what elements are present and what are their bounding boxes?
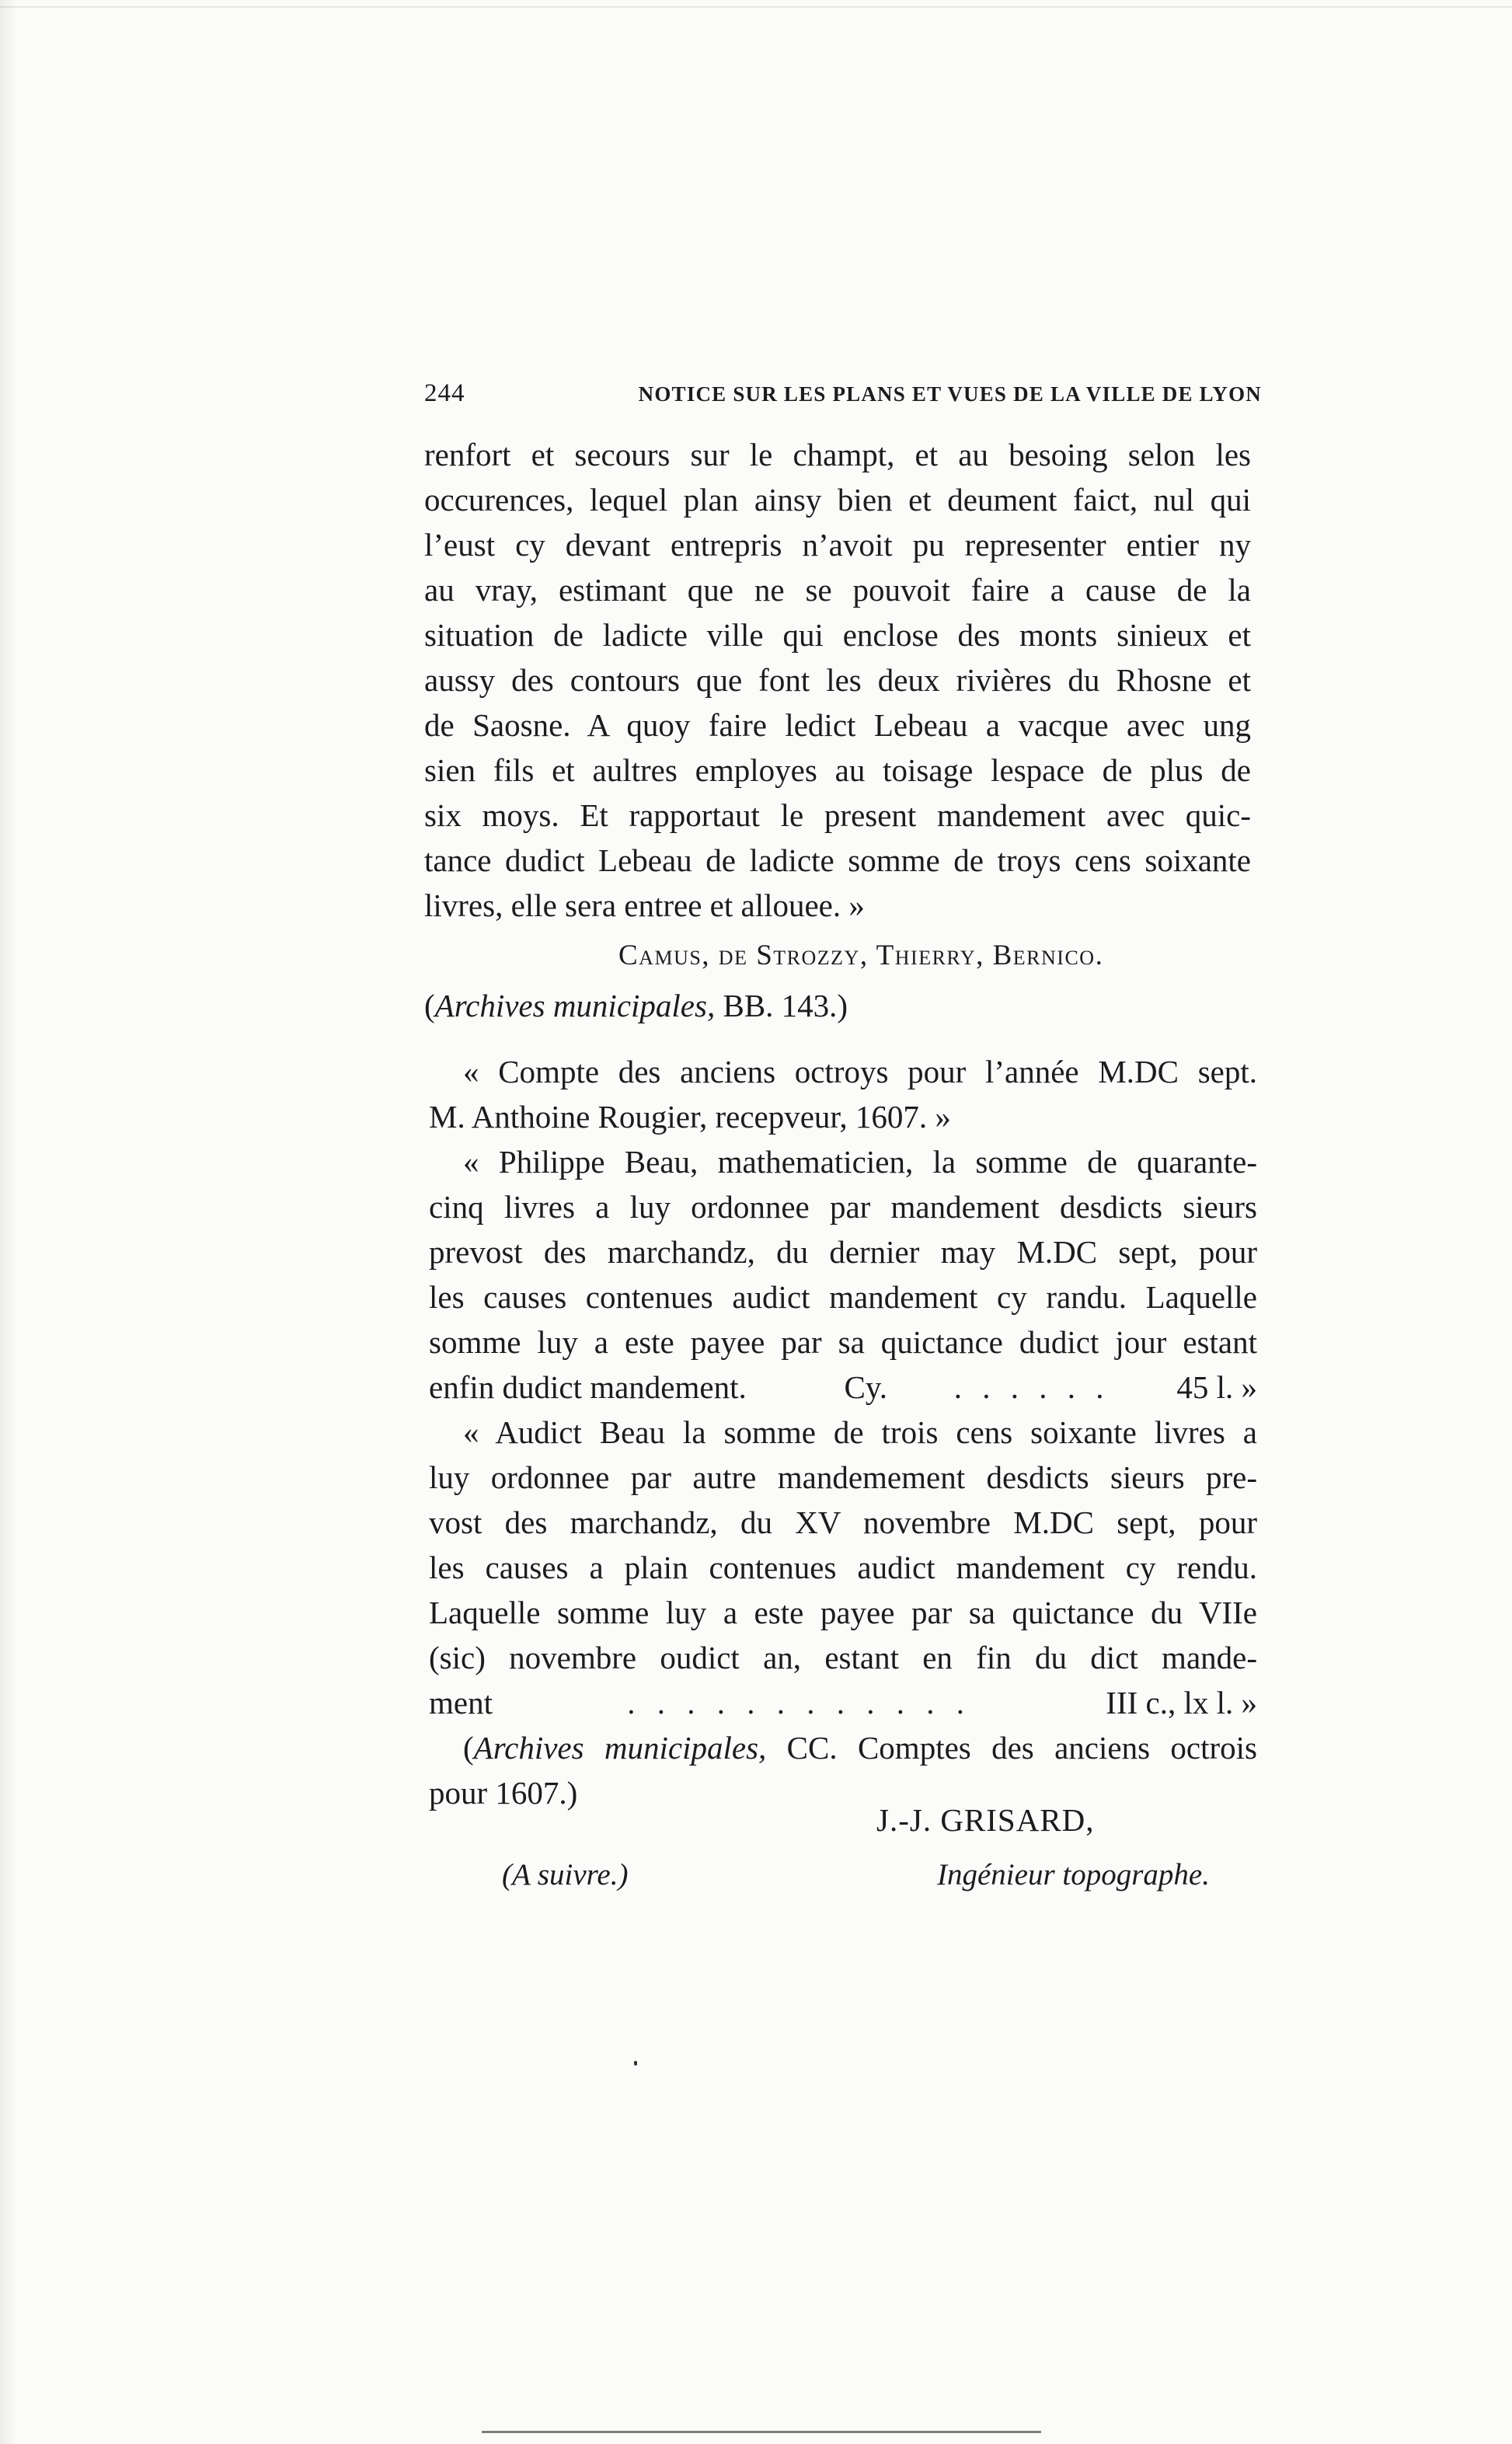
paragraph-4 (429, 1410, 1257, 1680)
p3-last-cy: Cy. (844, 1369, 887, 1405)
citation-2-open: ( (463, 1730, 474, 1766)
paragraph1-line: situation de ladicte ville qui enclose des monts sinieux et (424, 617, 1251, 653)
signatories (618, 939, 1103, 972)
paragraph3-line: prevost des marchandz, du dernier may M.DC sept, pour (429, 1234, 1257, 1270)
paragraph1-line: tance dudict Lebeau de ladicte somme de troys cens soixante (424, 842, 1251, 878)
page-number: 244 (424, 379, 465, 407)
paragraph4-line: luy ordonnee par autre mandemement desdicts sieurs pre- (429, 1459, 1257, 1495)
paragraph4-line: les causes a plain contenues audict mandement cy rendu. (429, 1550, 1257, 1585)
paragraph-3-last-line (429, 1365, 1257, 1410)
p4-last-amount: III c., lx l. » (1106, 1685, 1257, 1721)
paragraph4-line: vost des marchandz, du XV novembre M.DC sept, pour (429, 1504, 1257, 1540)
paragraph-1 (424, 432, 1251, 928)
continuation-note: (A suivre.) (502, 1858, 629, 1891)
paragraph1-line: six moys. Et rapportaut le present mandement avec quic- (424, 797, 1251, 833)
citation-2-line2: pour 1607.) (429, 1775, 578, 1811)
p4-last-dots: . . . . . . . . . . . . (627, 1685, 972, 1721)
paragraph1-line: de Saosne. A quoy faire ledict Lebeau a vacque avec ung (424, 707, 1251, 743)
citation-1-source: Archives municipales, (434, 988, 716, 1023)
citation-2-source: Archives municipales, (473, 1730, 767, 1766)
paragraph3-line: cinq livres a luy ordonnee par mandement desdicts sieurs (429, 1189, 1257, 1225)
paragraph1-line: aussy des contours que font les deux rivières du Rhosne et (424, 662, 1251, 698)
paragraph-4-last-line (429, 1680, 1257, 1725)
scan-top-line (0, 6, 1512, 8)
paragraph1-line: occurences, lequel plan ainsy bien et deument faict, nul qui (424, 482, 1251, 518)
scan-bottom-line (482, 2431, 1041, 2433)
author-title: Ingénieur topographe. (937, 1858, 1210, 1891)
signatories-text: Camus, de Strozzy, Thierry, Bernico. (618, 940, 1104, 971)
citation-1-ref: BB. 143.) (715, 988, 848, 1023)
paragraph4-line: Laquelle somme luy a este payee par sa quictance du VIIe (429, 1595, 1257, 1630)
scan-edge-shadow (0, 0, 17, 2444)
author-name: J.-J. GRISARD, (876, 1802, 1095, 1838)
paragraph1-line: au vray, estimant que ne se pouvoit faire a cause de la (424, 572, 1251, 608)
paragraph1-line: livres, elle sera entree et allouee. » (424, 887, 865, 923)
paragraph3-line: somme luy a este payee par sa quictance dudict jour estant (429, 1324, 1257, 1360)
paragraph4-line: « Audict Beau la somme de trois cens soixante livres a (463, 1414, 1257, 1450)
p3-last-amount: 45 l. » (1176, 1369, 1257, 1405)
paragraph1-line: sien fils et aultres employes au toisage lespace de plus de (424, 752, 1251, 788)
paragraph-3 (429, 1139, 1257, 1365)
paragraph3-line: les causes contenues audict mandement cy randu. Laquelle (429, 1279, 1257, 1315)
paragraph-2 (429, 1049, 1257, 1139)
paragraph2-line: « Compte des anciens octroys pour l’année M.DC sept. (463, 1054, 1257, 1090)
paragraph1-line: renfort et secours sur le champt, et au besoing selon les (424, 437, 1251, 472)
paragraph1-line: l’eust cy devant entrepris n’avoit pu representer entier ny (424, 527, 1251, 563)
running-head: NOTICE SUR LES PLANS ET VUES DE LA VILLE DE LYON (638, 382, 1262, 406)
p4-last-text: ment (429, 1685, 493, 1721)
citation-2 (429, 1725, 1257, 1815)
paragraph4-line: (sic) novembre oudict an, estant en fin du dict mande- (429, 1640, 1257, 1675)
scan-speck (634, 2061, 637, 2066)
page-header (424, 379, 1262, 413)
p3-last-text: enfin dudict mandement. (429, 1369, 747, 1405)
paragraph3-line: « Philippe Beau, mathematicien, la somme de quarante- (463, 1144, 1257, 1180)
paragraph2-line: M. Anthoine Rougier, recepveur, 1607. » (429, 1099, 951, 1135)
p3-last-dots: . . . . . . (953, 1369, 1110, 1405)
citation-2-rest: CC. Comptes des anciens octrois (766, 1730, 1257, 1766)
citation-1 (424, 987, 848, 1024)
citation-1-open: ( (424, 988, 435, 1023)
